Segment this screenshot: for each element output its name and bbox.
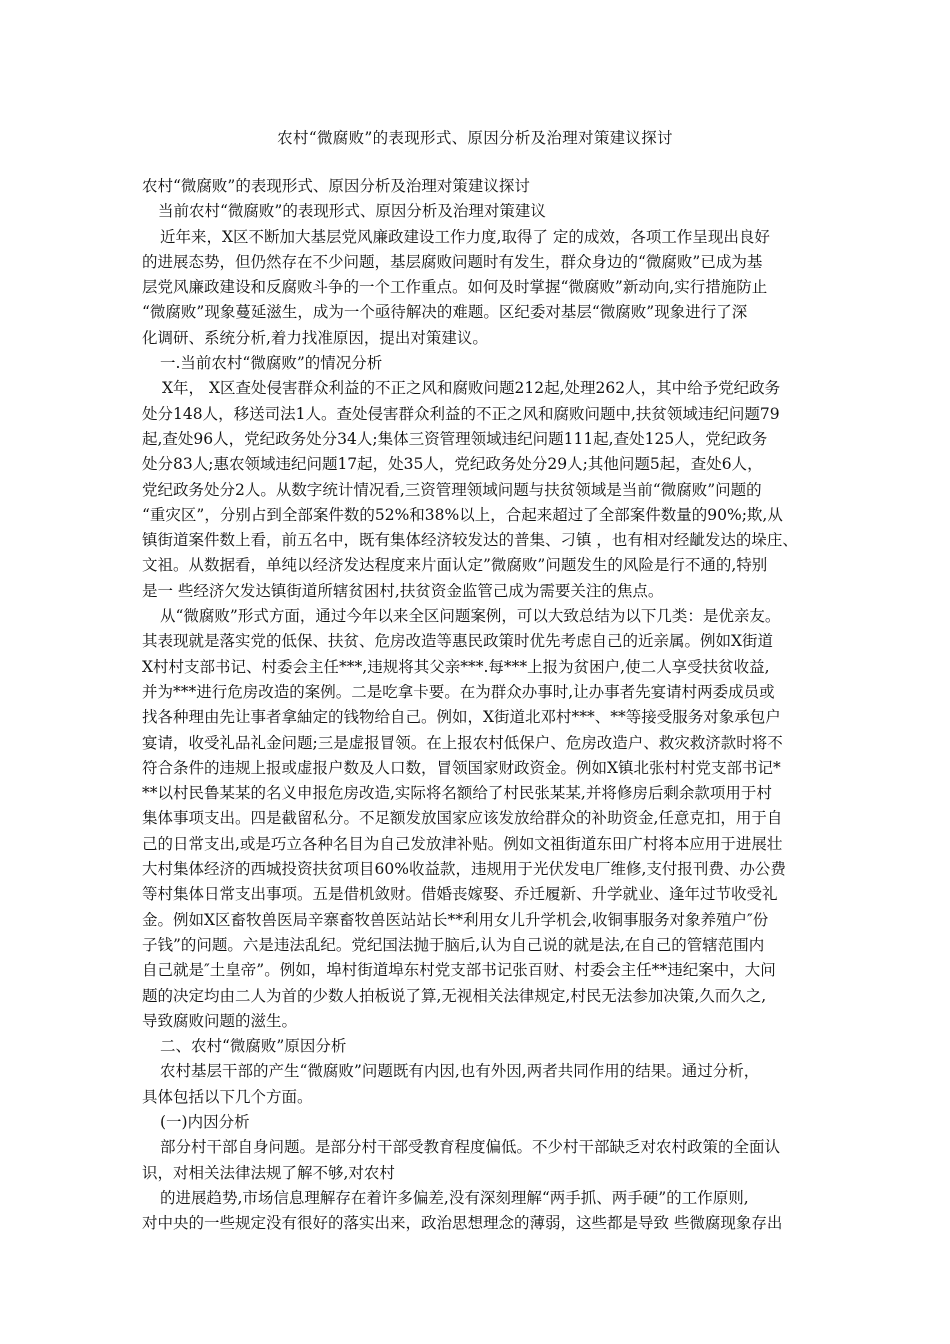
paragraph-line: 是一 些经济欠发达镇街道所辖贫困村,扶贫资金监管己成为需要关注的焦点。	[142, 581, 664, 600]
paragraph-line: 起,查处96人，党纪政务处分34人;集体三资管理领域违纪问题111起,查处125人，党纪政务	[142, 429, 768, 448]
paragraph-line: 大村集体经济的西城投资扶贫项目60%收益款，违规用于光伏发电厂维修,支付报刊费、办公费	[142, 860, 786, 879]
paragraph-line: 处分83人;惠农领域违纪问题17起，处35人，党纪政务处分29人;其他问题5起，查处6人，	[142, 455, 763, 474]
paragraph-line: 具体包括以下几个方面。	[142, 1087, 313, 1106]
paragraph-line: 党纪政务处分2人。从数字统计情况看,三资管理领域问题与扶贫领域是当前“微腐败”问题的	[142, 480, 762, 499]
document-title: 农村“微腐败”的表现形式、原因分析及治理对策建议探讨	[277, 129, 673, 147]
paragraph-line: “微腐败”现象蔓延滋生，成为一个亟待解决的难题。区纪委对基层“微腐败”现象进行了深	[142, 303, 748, 322]
paragraph-line: 识，对相关法律法规了解不够,对农村	[142, 1163, 395, 1182]
paragraph-line: 化调研、系统分析,着力找准原因，提出对策建议。	[142, 328, 488, 347]
paragraph-line: 题的决定均由二人为首的少数人拍板说了算,无视相关法律规定,村民无法参加决策,久而久之,	[142, 986, 767, 1005]
paragraph-line: 的进展趋势,市场信息理解存在着许多偏差,没有深刻理解“两手抓、两手硬”的工作原则,	[160, 1188, 749, 1207]
document-body	[142, 174, 812, 1236]
paragraph-line: 金。例如X区畜牧兽医局辛寨畜牧兽医站站长**利用女儿升学机会,收铜事服务对象养殖户″份	[142, 910, 769, 929]
paragraph-line: 的进展态势，但仍然存在不少问题，基层腐败问题时有发生，群众身边的“微腐败”已成为基	[142, 252, 763, 271]
paragraph-line: X年， X区查处侵害群众利益的不正之风和腐败问题212起,处理262人，其中给予党纪政务	[162, 379, 781, 398]
paragraph-line: 集体事项支出。四是截留私分。不足额发放国家应该发放给群众的补助资金,任意克扣，用于自	[142, 809, 783, 828]
paragraph-line: 找各种理由先让事者拿紬定的钱物给自己。例如，X街道北邓村***、**等接受服务对象承包户	[142, 708, 781, 727]
paragraph-line: **以村民鲁某某的名义申报危房改造,实际将名额给了村民张某某,并将修房后剩余款项用于村	[142, 784, 772, 803]
paragraph-line: 农村“微腐败”的表现形式、原因分析及治理对策建议探讨	[142, 177, 530, 195]
paragraph-line: 当前农村“微腐败”的表现形式、原因分析及治理对策建议	[158, 202, 546, 221]
paragraph-line: 自己就是″土皇帝”。例如，埠村街道埠东村党支部书记张百财、村委会主任**违纪案中，大问	[142, 961, 776, 980]
subsection-heading: (一)内因分析	[160, 1112, 250, 1131]
paragraph-line: 从“微腐败”形式方面，通过今年以来全区问题案例，可以大致总结为以下几类：是优亲友。	[160, 607, 781, 626]
paragraph-line: 处分148人，移送司法1人。查处侵害群众利益的不正之风和腐败问题中,扶贫领域违纪问题79	[142, 404, 780, 423]
paragraph-line: 等村集体日常支出事项。五是借机敛财。借婚丧嫁娶、乔迁履新、升学就业、逢年过节收受礼	[142, 885, 778, 904]
paragraph-line: “重灾区”，分别占到全部案件数的52%和38%以上，合起来超过了全部案件数量的90%;欺,从	[142, 505, 783, 524]
section-heading: 二、农村“微腐败”原因分析	[160, 1037, 347, 1056]
paragraph-line: 子钱”的问题。六是违法乱纪。党纪国法抛于脑后,认为自己说的就是法,在自己的管辖范围内	[142, 935, 765, 954]
paragraph-line: 其表现就是落实党的低保、扶贫、危房改造等惠民政策时优先考虑自己的近亲属。例如X街道	[142, 632, 774, 651]
paragraph-line: 导致腐败问题的滋生。	[142, 1011, 298, 1030]
paragraph-line: 部分村干部自身问题。是部分村干部受教育程度偏低。不少村干部缺乏对农村政策的全面认	[160, 1138, 781, 1157]
paragraph-line: X村村支部书记、村委会主任***,违规将其父亲***.每***上报为贫困户,使二人享受扶贫收益,	[142, 657, 770, 676]
paragraph-line: 并为***进行危房改造的案例。二是吃拿卡要。在为群众办事时,让办事者先宴请村两委成员或	[142, 682, 775, 701]
paragraph-line: 文祖。从数据看，单纯以经济发达程度来片面认定”微腐败”问题发生的风险是行不通的,特别	[142, 556, 768, 575]
paragraph-line: 对中央的一些规定没有很好的落实出来，政治思想理念的薄弱，这些都是导致 些微腐现象存出	[142, 1214, 783, 1233]
paragraph-line: 符合条件的违规上报或虚报户数及人口数，冒领国家财政资金。例如X镇北张村村党支部书记*	[142, 758, 781, 777]
paragraph-line: 镇街道案件数上看，前五名中，既有集体经济较发达的普集、刁镇 ，也有相对经龇发达的垛庄、	[142, 531, 798, 550]
paragraph-line: 己的日常支出,或是巧立各种名目为自己发放津补贴。例如文祖街道东田广村将本应用于进展壮	[142, 834, 783, 853]
paragraph-line: 宴请，收受礼品礼金问题;三是虚报冒领。在上报农村低保户、危房改造户、救灾救济款时将不	[142, 733, 783, 752]
paragraph-line: 层党风廉政建设和反腐败斗争的一个工作重点。如何及时掌握“微腐败”新动向,实行措施防止	[142, 278, 768, 297]
paragraph-line: 近年来，X区不断加大基层党风廉政建设工作力度,取得了 定的成效，各项工作呈现出良好	[160, 227, 770, 246]
paragraph-line: 农村基层干部的产生“微腐败”问题既有内因,也有外因,两者共同作用的结果。通过分析，	[160, 1062, 760, 1081]
section-heading: 一.当前农村“微腐败”的情况分析	[160, 354, 383, 373]
